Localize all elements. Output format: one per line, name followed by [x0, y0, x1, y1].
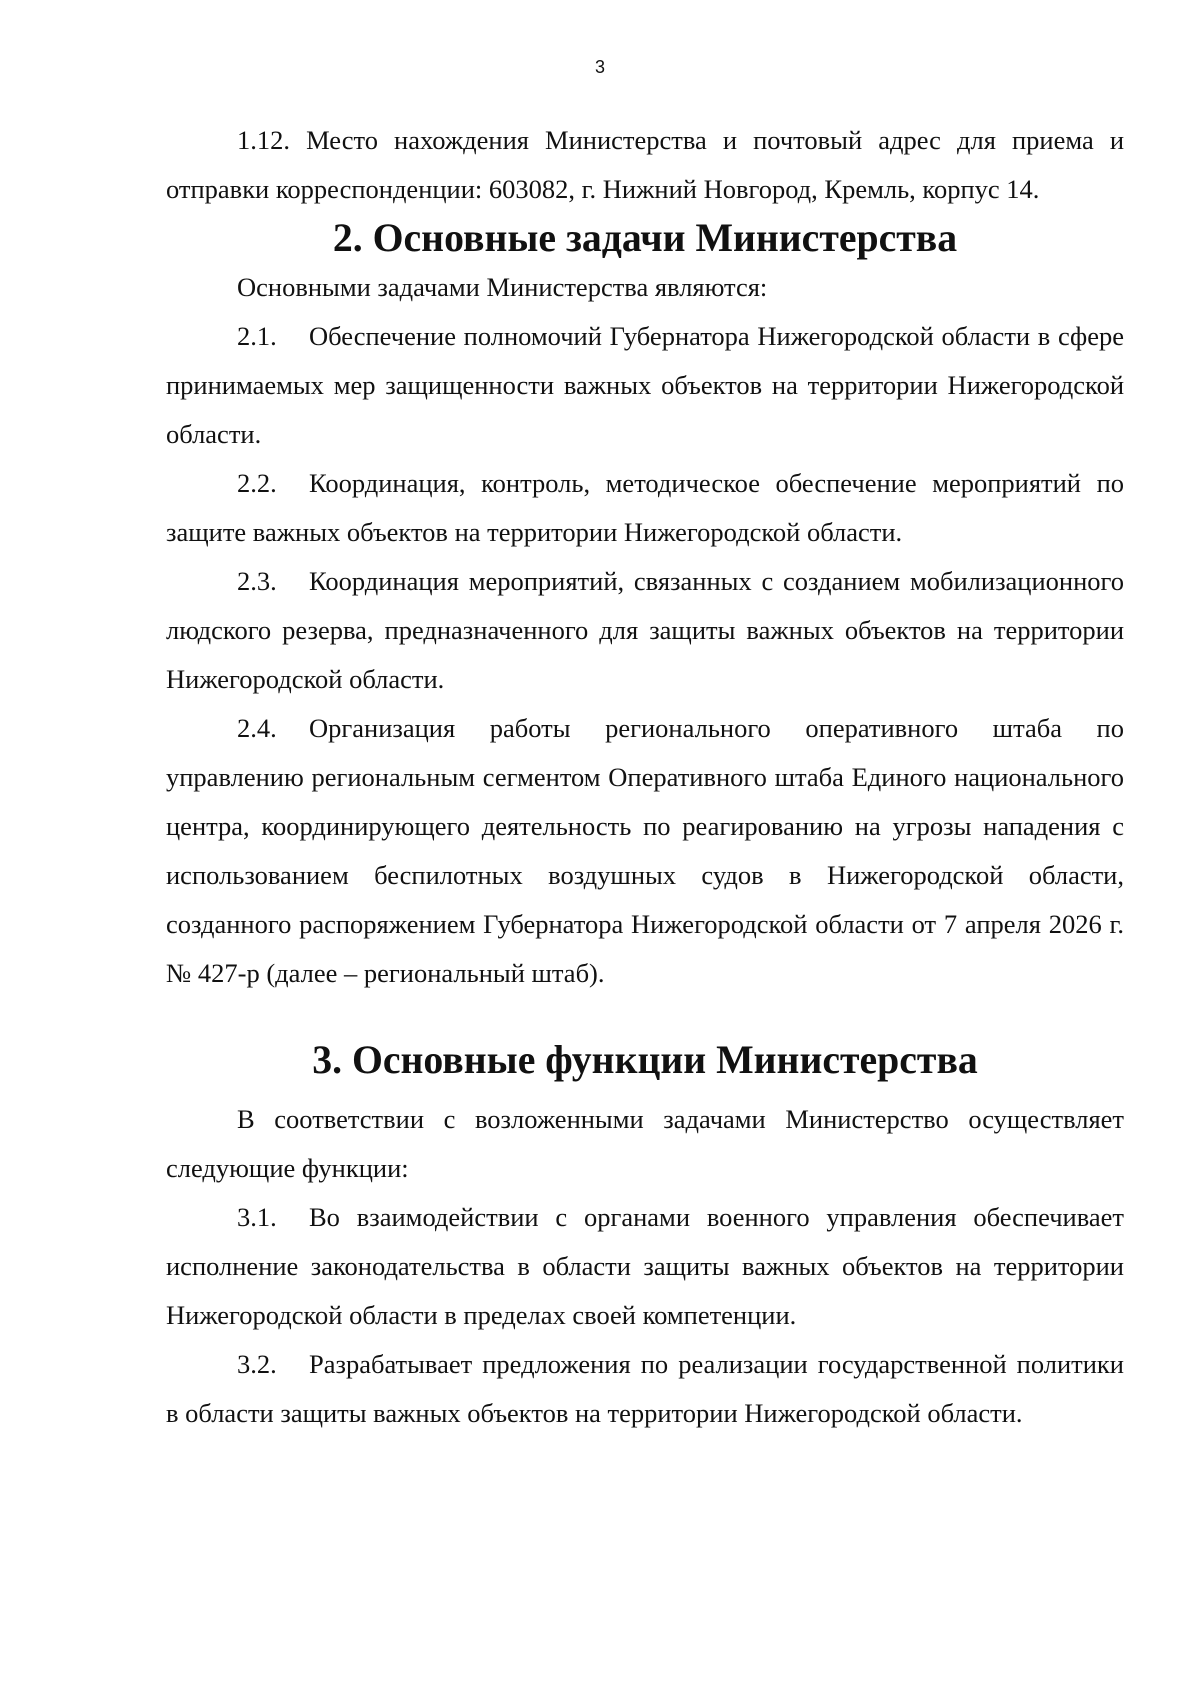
- paragraph-number: 3.1.: [237, 1202, 277, 1232]
- document-body: [166, 116, 1124, 1438]
- paragraph-3-2: [166, 1340, 1124, 1438]
- paragraph-2-3: [166, 557, 1124, 704]
- paragraph-number: 1.12.: [237, 125, 290, 155]
- paragraph-text: Координация, контроль, методическое обеспечение мероприятий по защите важных объектов на территории Нижегородской области.: [166, 468, 1124, 547]
- section-3-lead: В соответствии с возложенными задачами Министерство осуществляет следующие функции:: [166, 1104, 1124, 1183]
- paragraph-number: 2.4.: [237, 713, 277, 743]
- paragraph-number: 3.2.: [237, 1349, 277, 1379]
- paragraph-text: Во взаимодействии с органами военного управления обеспечивает исполнение законодательства в области защиты важных объектов на территории Нижегородской области в пределах своей компетенции.: [166, 1202, 1124, 1330]
- paragraph-text: Организация работы регионального оперативного штаба по управлению региональным сегментом Оперативного штаба Единого национального центра, координирующего деятельность по реагированию на угрозы нападения с использованием беспилотных воздушных судов в Нижегородской области, созданного распоряжением Губернатора Нижегородской области от 7 апреля 2026 г. № 427-р (далее – региональный штаб).: [166, 713, 1124, 988]
- paragraph-2-4: [166, 704, 1124, 998]
- paragraph-text: Разрабатывает предложения по реализации государственной политики в области защиты важных объектов на территории Нижегородской области.: [166, 1349, 1124, 1428]
- paragraph-2-2: [166, 459, 1124, 557]
- paragraph-2-1: [166, 312, 1124, 459]
- paragraph-text: Координация мероприятий, связанных с созданием мобилизационного людского резерва, предназначенного для защиты важных объектов на территории Нижегородской области.: [166, 566, 1124, 694]
- section-3-title: 3. Основные функции Министерства: [312, 1038, 978, 1082]
- paragraph-text: Место нахождения Министерства и почтовый адрес для приема и отправки корреспонденции: 603082, г. Нижний Новгород, Кремль, корпус 14.: [166, 125, 1124, 204]
- section-2-lead: Основными задачами Министерства являются:: [237, 272, 768, 302]
- paragraph-number: 2.3.: [237, 566, 277, 596]
- page-number: 3: [594, 57, 605, 77]
- paragraph-1-12: [166, 116, 1124, 214]
- paragraph-3-1: [166, 1193, 1124, 1340]
- paragraph-number: 2.2.: [237, 468, 277, 498]
- section-2-title: 2. Основные задачи Министерства: [332, 216, 958, 260]
- paragraph-text: Обеспечение полномочий Губернатора Нижегородской области в сфере принимаемых мер защищенности важных объектов на территории Нижегородской области.: [166, 321, 1124, 449]
- paragraph-number: 2.1.: [237, 321, 277, 351]
